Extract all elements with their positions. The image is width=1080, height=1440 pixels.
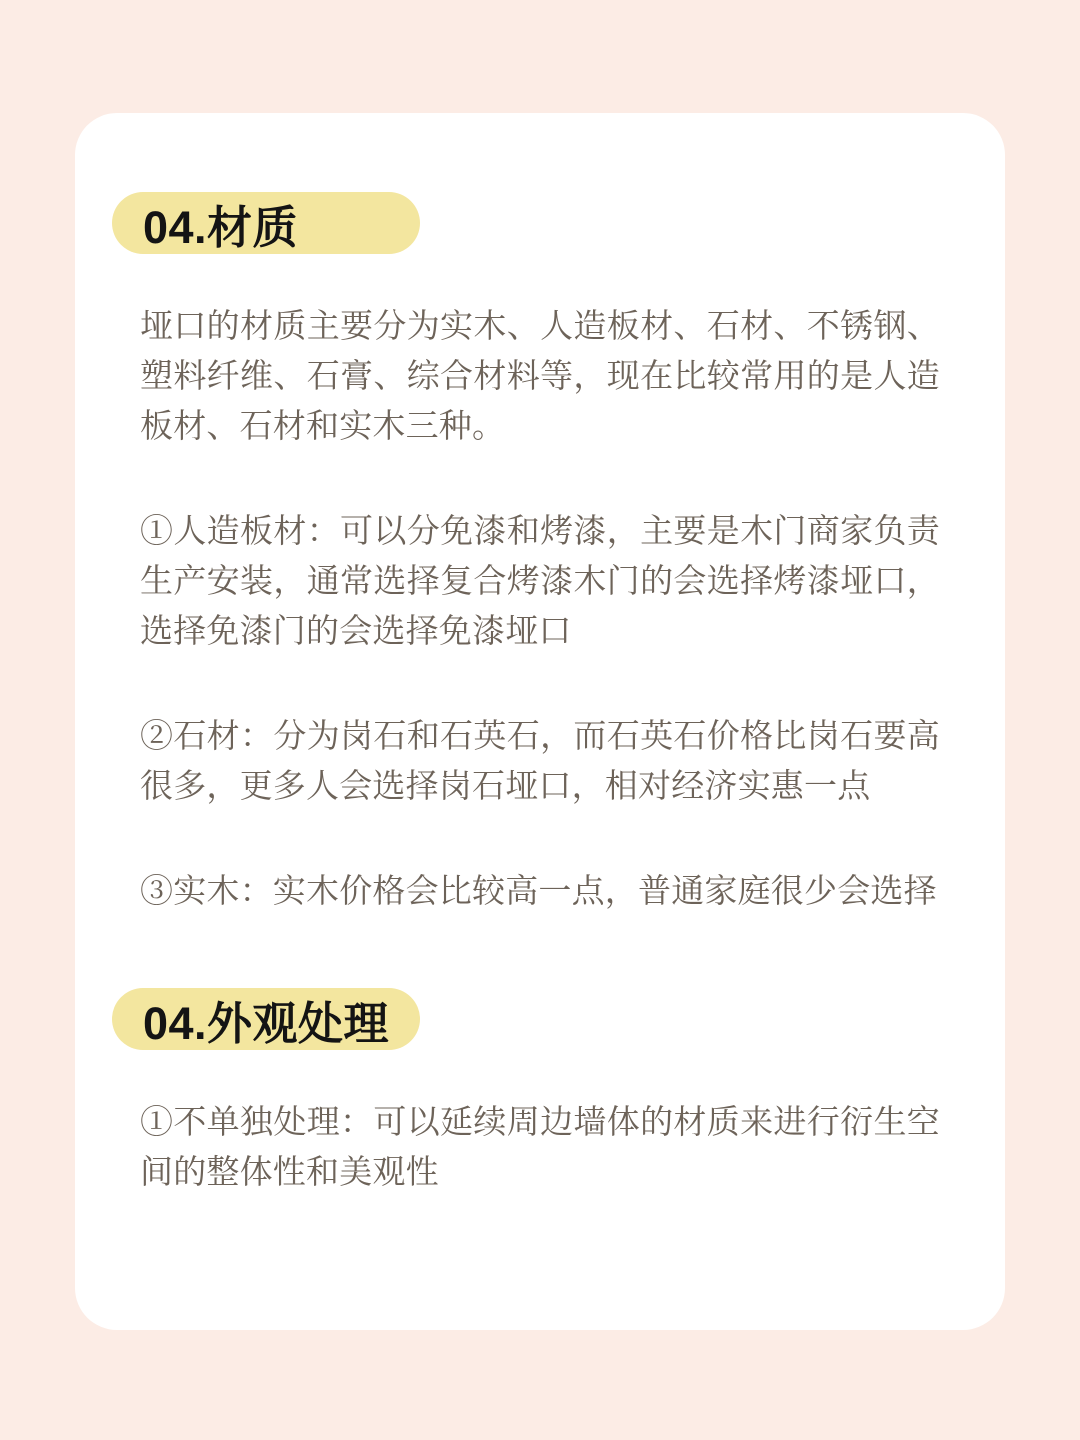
paragraph-engineered-board: ①人造板材：可以分免漆和烤漆，主要是木门商家负责生产安装，通常选择复合烤漆木门的会选择烤漆垭口，选择免漆门的会选择免漆垭口 xyxy=(140,512,940,649)
paragraph-no-separate-treatment: ①不单独处理：可以延续周边墙体的材质来进行衍生空间的整体性和美观性 xyxy=(140,1103,940,1190)
section-heading-material: 04.材质 xyxy=(143,201,299,253)
paragraph-material-intro: 垭口的材质主要分为实木、人造板材、石材、不锈钢、塑料纤维、石膏、综合材料等，现在比较常用的是人造板材、石材和实木三种。 xyxy=(140,307,940,444)
content-card xyxy=(75,113,1005,1330)
paragraph-solid-wood: ③实木：实木价格会比较高一点，普通家庭很少会选择 xyxy=(140,872,937,909)
section-heading-pill-appearance xyxy=(112,988,420,1050)
section-heading-pill-material xyxy=(112,192,420,254)
paragraph-stone: ②石材：分为岗石和石英石，而石英石价格比岗石要高很多，更多人会选择岗石垭口，相对经济实惠一点 xyxy=(140,717,940,804)
section-heading-appearance: 04.外观处理 xyxy=(143,997,390,1049)
